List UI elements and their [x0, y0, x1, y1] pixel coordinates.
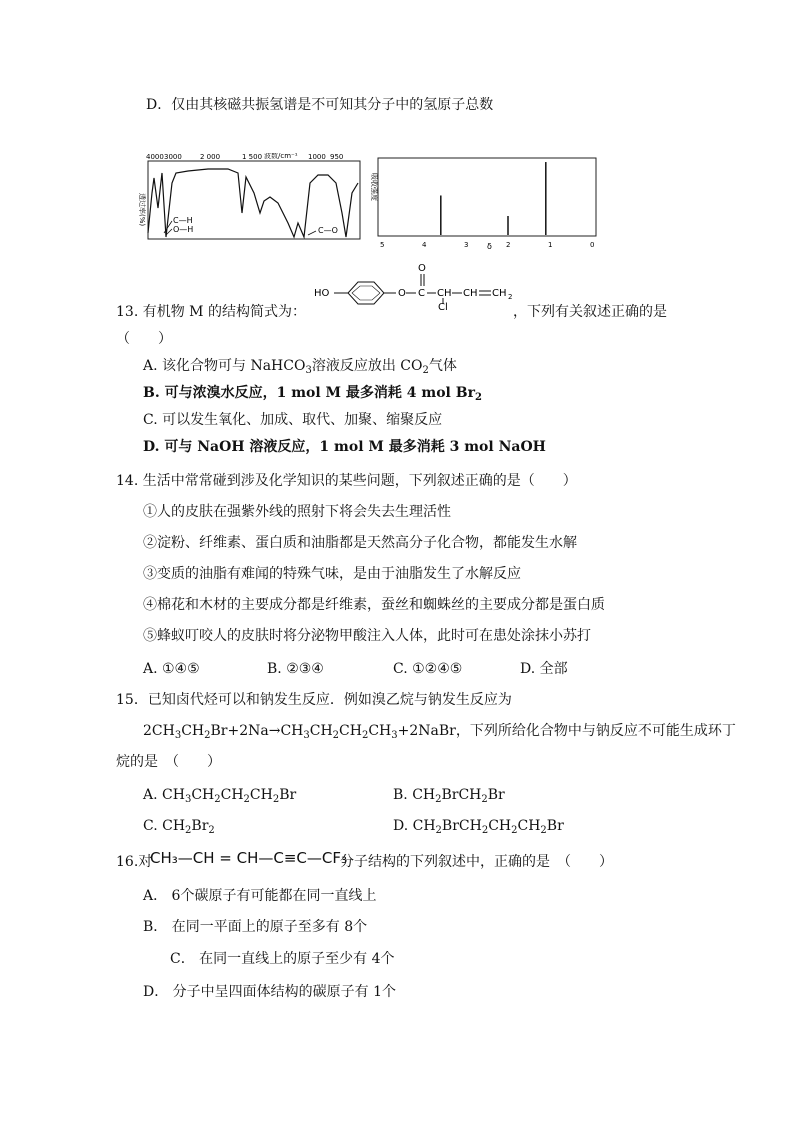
q16-stem-b: 分子结构的下列叙述中，正确的是 （ ） [340, 854, 613, 870]
struct-carbonyl-o: O [418, 263, 426, 274]
formula-text: BrCH [441, 818, 482, 834]
struct-ch: CH [437, 288, 452, 299]
ir-tick-label: 1 500 [242, 153, 263, 161]
q13-option-a: A. 该化合物可与 NaHCO$_3$溶液反应放出 $CO_2$气体 [143, 358, 457, 376]
ir-ch-label: C—H [173, 216, 193, 225]
q16-formula: CH₃—CH = CH—C≡C—CF₃ [150, 849, 348, 867]
subscript: 2 [332, 730, 340, 741]
formula-text: Br [279, 787, 297, 803]
nmr-tick-label: 1 [548, 241, 553, 249]
formula-text: BrCH [441, 787, 482, 803]
struct-ch2: CH [492, 288, 507, 299]
q15-equation [143, 722, 736, 745]
q14-option: D. 全部 [520, 661, 568, 677]
q14-item: ②淀粉、纤维素、蛋白质和油脂都是天然高分子化合物，都能发生水解 [143, 535, 577, 551]
formula-text: CH [517, 818, 541, 834]
spectra-svg [138, 153, 600, 253]
q13-option-c: C. 可以发生氧化、加成、取代、加聚、缩聚反应 [143, 412, 443, 428]
q14-item: ③变质的油脂有难闻的特殊气味，是由于油脂发生了水解反应 [143, 566, 521, 582]
subscript: 3 [303, 730, 310, 741]
ir-spectrum [138, 153, 360, 239]
nmr-tick-label: 2 [506, 241, 511, 249]
struct-ho: HO [314, 288, 330, 299]
q14-option: A. ①④⑤ [143, 661, 200, 677]
nmr-tick-label: 3 [464, 241, 469, 249]
formula-text: CH [249, 787, 273, 803]
q12-option-d: D．仅由其核磁共振氢谱是不可知其分子中的氢原子总数 [146, 97, 494, 113]
formula-text: Br [546, 818, 564, 834]
subscript: 3 [391, 730, 398, 741]
q15-option-d [393, 817, 564, 840]
nmr-tick-label: 5 [380, 241, 385, 249]
q14-option: B. ②③④ [267, 661, 324, 677]
q14-item: ⑤蜂蚁叮咬人的皮肤时将分泌物甲酸注入人体，此时可在患处涂抹小苏打 [143, 628, 591, 644]
subscript: 2 [272, 794, 280, 805]
q13-option-b: B. 可与浓溴水反应，1 mol M 最多消耗 4 mol $Br_2$ [143, 385, 482, 403]
ir-axis-title: 波数/cm⁻¹ [264, 153, 298, 160]
formula-text: CH [309, 723, 333, 739]
formula-text: Br+2Na→CH [210, 723, 304, 739]
formula-text: A. CH [143, 787, 185, 803]
ir-tick-label: 4000 [146, 153, 164, 161]
q14-item: ①人的皮肤在强紫外线的照射下将会失去生理活性 [143, 504, 451, 520]
formula-text: CH [220, 787, 244, 803]
struct-c: C [418, 288, 425, 299]
q14-option: C. ①②④⑤ [393, 661, 463, 677]
q13-paren: （ ） [116, 331, 172, 347]
formula-text: 2CH [143, 723, 175, 739]
formula-text: CH [181, 723, 205, 739]
formula-text: CH [368, 723, 392, 739]
q15-option-b [393, 786, 505, 809]
formula-text: Br [191, 818, 209, 834]
formula-text: CH [191, 787, 215, 803]
subscript: 2 [481, 794, 488, 805]
q16-option: A． 6个碳原子有可能都在同一直线上 [143, 888, 377, 904]
subscript: 2 [208, 825, 215, 836]
subscript: 2 [540, 825, 547, 836]
ir-tick-label: 950 [330, 153, 344, 161]
struct-ch-eq: CH [463, 288, 478, 299]
subscript: 2 [435, 825, 442, 836]
nmr-xlabel: δ [487, 242, 492, 251]
q13-structure [312, 260, 532, 314]
nmr-ylabel: 吸收强度 [370, 173, 378, 201]
subscript: 2 [435, 794, 442, 805]
subscript: 2 [185, 825, 192, 836]
q16-option: B． 在同一平面上的原子至多有 8个 [143, 919, 368, 935]
q15-option-c [143, 817, 215, 840]
q13-option-d: D. 可与 NaOH 溶液反应，1 mol M 最多消耗 3 mol NaOH [143, 439, 546, 455]
ir-tick-label: 1000 [308, 153, 326, 161]
subscript: 2 [243, 794, 250, 805]
subscript: 3 [184, 794, 192, 805]
spectra-figure [138, 153, 600, 257]
subscript: 2 [481, 825, 489, 836]
ir-tick-label: 2 000 [200, 153, 221, 161]
q14-stem: 14. 生活中常常碰到涉及化学知识的某些问题，下列叙述正确的是（ ） [116, 473, 577, 489]
formula-text: D. CH [393, 818, 436, 834]
q13-stem-b: ，下列有关叙述正确的是 [513, 304, 667, 320]
q14-item: ④棉花和木材的主要成分都是纤维素，蚕丝和蜘蛛丝的主要成分都是蛋白质 [143, 597, 605, 613]
formula-text: CH [339, 723, 362, 739]
subscript: 2 [204, 730, 211, 741]
q13-stem-a: 13. 有机物 M 的结构简式为： [116, 304, 306, 320]
ir-co-label: C—O [318, 226, 338, 235]
q15-stem: 15．已知卤代烃可以和钠发生反应．例如溴乙烷与钠发生反应为 [116, 692, 512, 708]
subscript: 2 [511, 825, 518, 836]
q16-stem-a: 16.对 [116, 854, 153, 870]
formula-text: CH [488, 818, 512, 834]
q16-option: C． 在同一直线上的原子至少有 4个 [170, 951, 395, 967]
ir-tick-label: 3000 [164, 153, 182, 161]
subscript: 3 [174, 730, 182, 741]
nmr-tick-label: 4 [422, 241, 427, 249]
formula-text: Br [487, 787, 505, 803]
q15-option-a [143, 786, 296, 809]
struct-cl: Cl [438, 302, 448, 310]
nmr-tick-label: 0 [590, 241, 595, 249]
ir-ylabel: 透过率(%) [138, 193, 146, 227]
nmr-spectrum [370, 158, 596, 251]
subscript: 2 [214, 794, 221, 805]
structure-svg [312, 260, 532, 310]
subscript: 2 [361, 730, 369, 741]
formula-text: C. CH [143, 818, 186, 834]
formula-text: +2NaBr，下列所给化合物中与钠反应不可能生成环丁 [397, 723, 736, 739]
formula-text: B. CH [393, 787, 436, 803]
q15-stem-cont: 烷的是 （ ） [116, 754, 221, 770]
q16-option: D． 分子中呈四面体结构的碳原子有 1个 [143, 984, 397, 1000]
ir-oh-label: O—H [173, 225, 194, 234]
benzene-inner [352, 286, 380, 300]
struct-o-bridge: O [398, 288, 406, 299]
struct-ch2-sub: 2 [508, 293, 513, 301]
